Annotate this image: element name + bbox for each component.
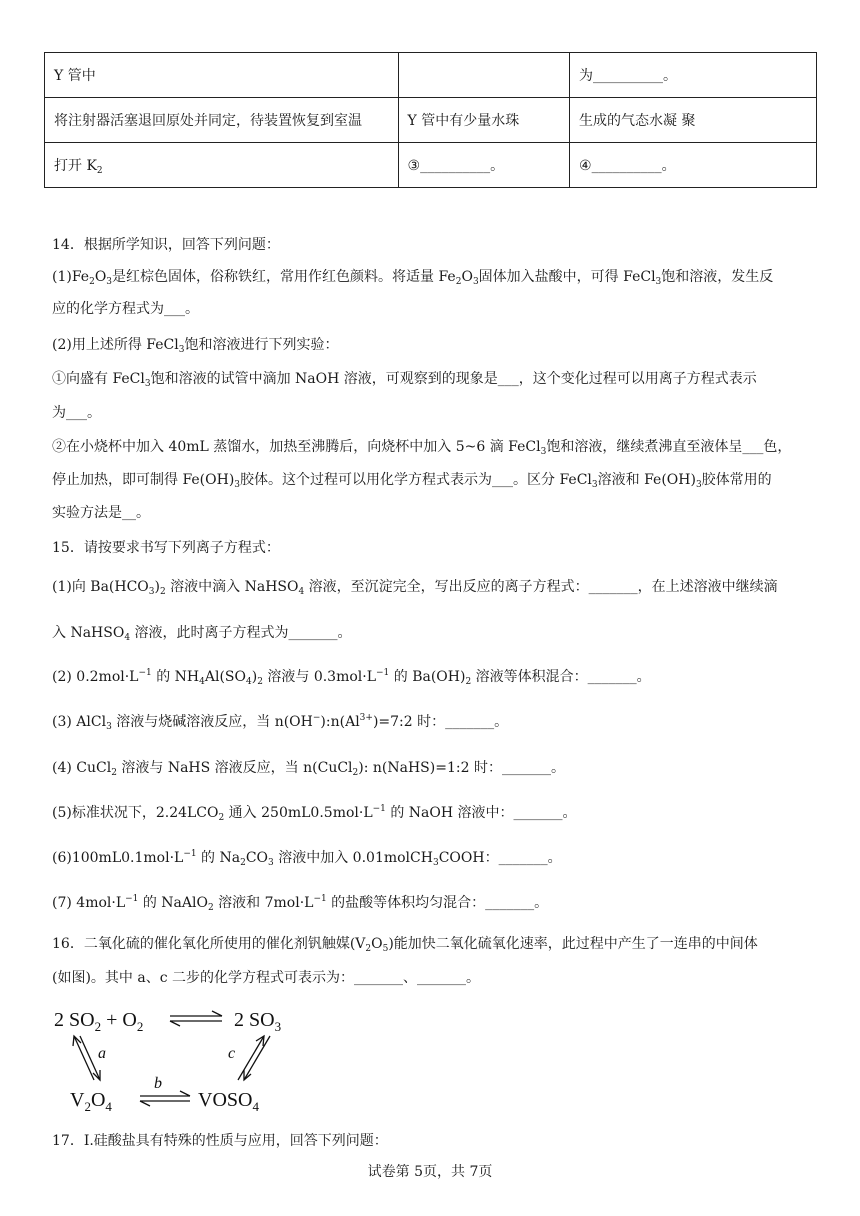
scheme-top-right: 2 $SO_3$ <box>234 1009 282 1034</box>
q14-line: 为___。 <box>52 405 101 421</box>
table-cell <box>398 53 570 98</box>
q15-line: $(6)100mL0.1mol\cdot L^{-1}$ 的 $Na_2CO_3$ 溶液中加入 0.01molCH$_3$COOH：_______。 <box>52 849 562 868</box>
q15-line: (3) AlCl$_3$ 溶液与烧碱溶液反应，当 $n(OH^-):n(Al^{3+})=7:2$ 时：_______。 <box>52 713 509 732</box>
cell-text: 打开 K <box>54 157 97 174</box>
subscript: 2 <box>96 165 103 176</box>
equilibrium-arrow-c <box>238 1036 264 1080</box>
equilibrium-arrow-c <box>244 1036 270 1080</box>
reaction-scheme <box>52 1000 302 1115</box>
arrow-head <box>256 1036 264 1046</box>
scheme-bottom-left: $V_2O_4$ <box>70 1089 112 1114</box>
equilibrium-arrow-a <box>80 1036 100 1080</box>
q14-line: ②在小烧杯中加入 40mL 蒸馏水，加热至沸腾后，向烧杯中加入 5~6 滴 FeCl$_3$饱和溶液，继续煮沸直至液体呈___色， <box>52 439 792 457</box>
table-cell: Y 管中 <box>45 53 399 98</box>
arrow-head <box>212 1011 222 1016</box>
arrow-head <box>180 1091 190 1096</box>
q15-title: 15．请按要求书写下列离子方程式： <box>52 540 280 556</box>
table-row <box>45 98 817 143</box>
table-cell: 生成的气态水凝 聚 <box>570 98 817 143</box>
table-cell: 为__________。 <box>570 53 817 98</box>
q14-line: ①向盛有 FeCl$_3$饱和溶液的试管中滴加 NaOH 溶液，可观察到的现象是___，这个变化过程可以用离子方程式表示 <box>52 371 757 389</box>
q14-line: 停止加热，即可制得 $Fe(OH)_3$胶体。这个过程可以用化学方程式表示为___。区分 FeCl$_3$溶液和 $Fe(OH)_3$胶体常用的 <box>52 472 772 490</box>
q15-line: 入 NaHSO$_4$ 溶液，此时离子方程式为_______。 <box>52 625 352 643</box>
q14-line: $(1)Fe_2O_3$是红棕色固体，俗称铁红，常用作红色颜料。将适量 $Fe_2O_3$固体加入盐酸中，可得 FeCl$_3$饱和溶液，发生反 <box>52 269 774 287</box>
scheme-bottom-right: $VOSO_4$ <box>198 1089 259 1114</box>
q16-line: (如图)。其中 a、c 二步的化学方程式可表示为：_______、_______。 <box>52 970 481 986</box>
table-cell <box>45 143 399 188</box>
page-footer: 试卷第 5页，共 7页 <box>367 1164 493 1180</box>
experiment-table <box>44 52 817 188</box>
scheme-label-a: a <box>98 1045 106 1062</box>
q14-line: (2)用上述所得 FeCl$_3$饱和溶液进行下列实验： <box>52 337 339 355</box>
q14-line: 实验方法是__。 <box>52 505 150 521</box>
q14-line: 应的化学方程式为___。 <box>52 301 199 317</box>
table-row <box>45 143 817 188</box>
q15-line: (2) $0.2mol\cdot L^{-1}$ 的 $NH_4Al(SO_4)_2$ 溶液与 $0.3mol\cdot L^{-1}$ 的 $Ba(OH)_2$ 溶液等体积混合：_______。 <box>52 668 651 687</box>
q15-line: (7) $4mol\cdot L^{-1}$ 的 NaAlO$_2$ 溶液和 $7mol\cdot L^{-1}$ 的盐酸等体积均匀混合：_______。 <box>52 894 549 913</box>
arrow-head <box>140 1101 150 1106</box>
q17-title: 17．I.硅酸盐具有特殊的性质与应用，回答下列问题： <box>52 1133 388 1149</box>
table-cell: ④__________。 <box>570 143 817 188</box>
table-row <box>45 53 817 98</box>
scheme-top-left: 2 $SO_2 + O_2$ <box>54 1009 144 1034</box>
scheme-label-c: c <box>228 1045 236 1062</box>
reaction-scheme-svg <box>52 1000 302 1115</box>
q15-line: (1)向 $Ba(HCO_3)_2$ 溶液中滴入 NaHSO$_4$ 溶液，至沉淀完全，写出反应的离子方程式：_______，在上述溶液中继续滴 <box>52 579 778 597</box>
table-cell: Y 管中有少量水珠 <box>398 98 570 143</box>
arrow-head <box>73 1036 81 1046</box>
equilibrium-arrow-a <box>74 1036 94 1080</box>
table-cell: 将注射器活塞退回原处并同定，待装置恢复到室温 <box>45 98 399 143</box>
scheme-label-b: b <box>154 1075 162 1092</box>
q16-line: 16．二氧化硫的催化氧化所使用的催化剂钒触媒$(V_2O_5)$能加快二氧化硫氧化速率，此过程中产生了一连串的中间体 <box>52 936 758 954</box>
q15-line: (5)标准状况下，$2.24LCO_2$ 通入 $250mL0.5mol\cdot L^{-1}$ 的 NaOH 溶液中：_______。 <box>52 804 577 823</box>
q15-line: (4) CuCl$_2$ 溶液与 NaHS 溶液反应，当 n(CuCl$_2$): n(NaHS)=1:2 时：_______。 <box>52 760 565 778</box>
arrow-head <box>170 1021 180 1026</box>
table-cell: ③__________。 <box>398 143 570 188</box>
q14-title: 14．根据所学知识，回答下列问题： <box>52 237 280 253</box>
